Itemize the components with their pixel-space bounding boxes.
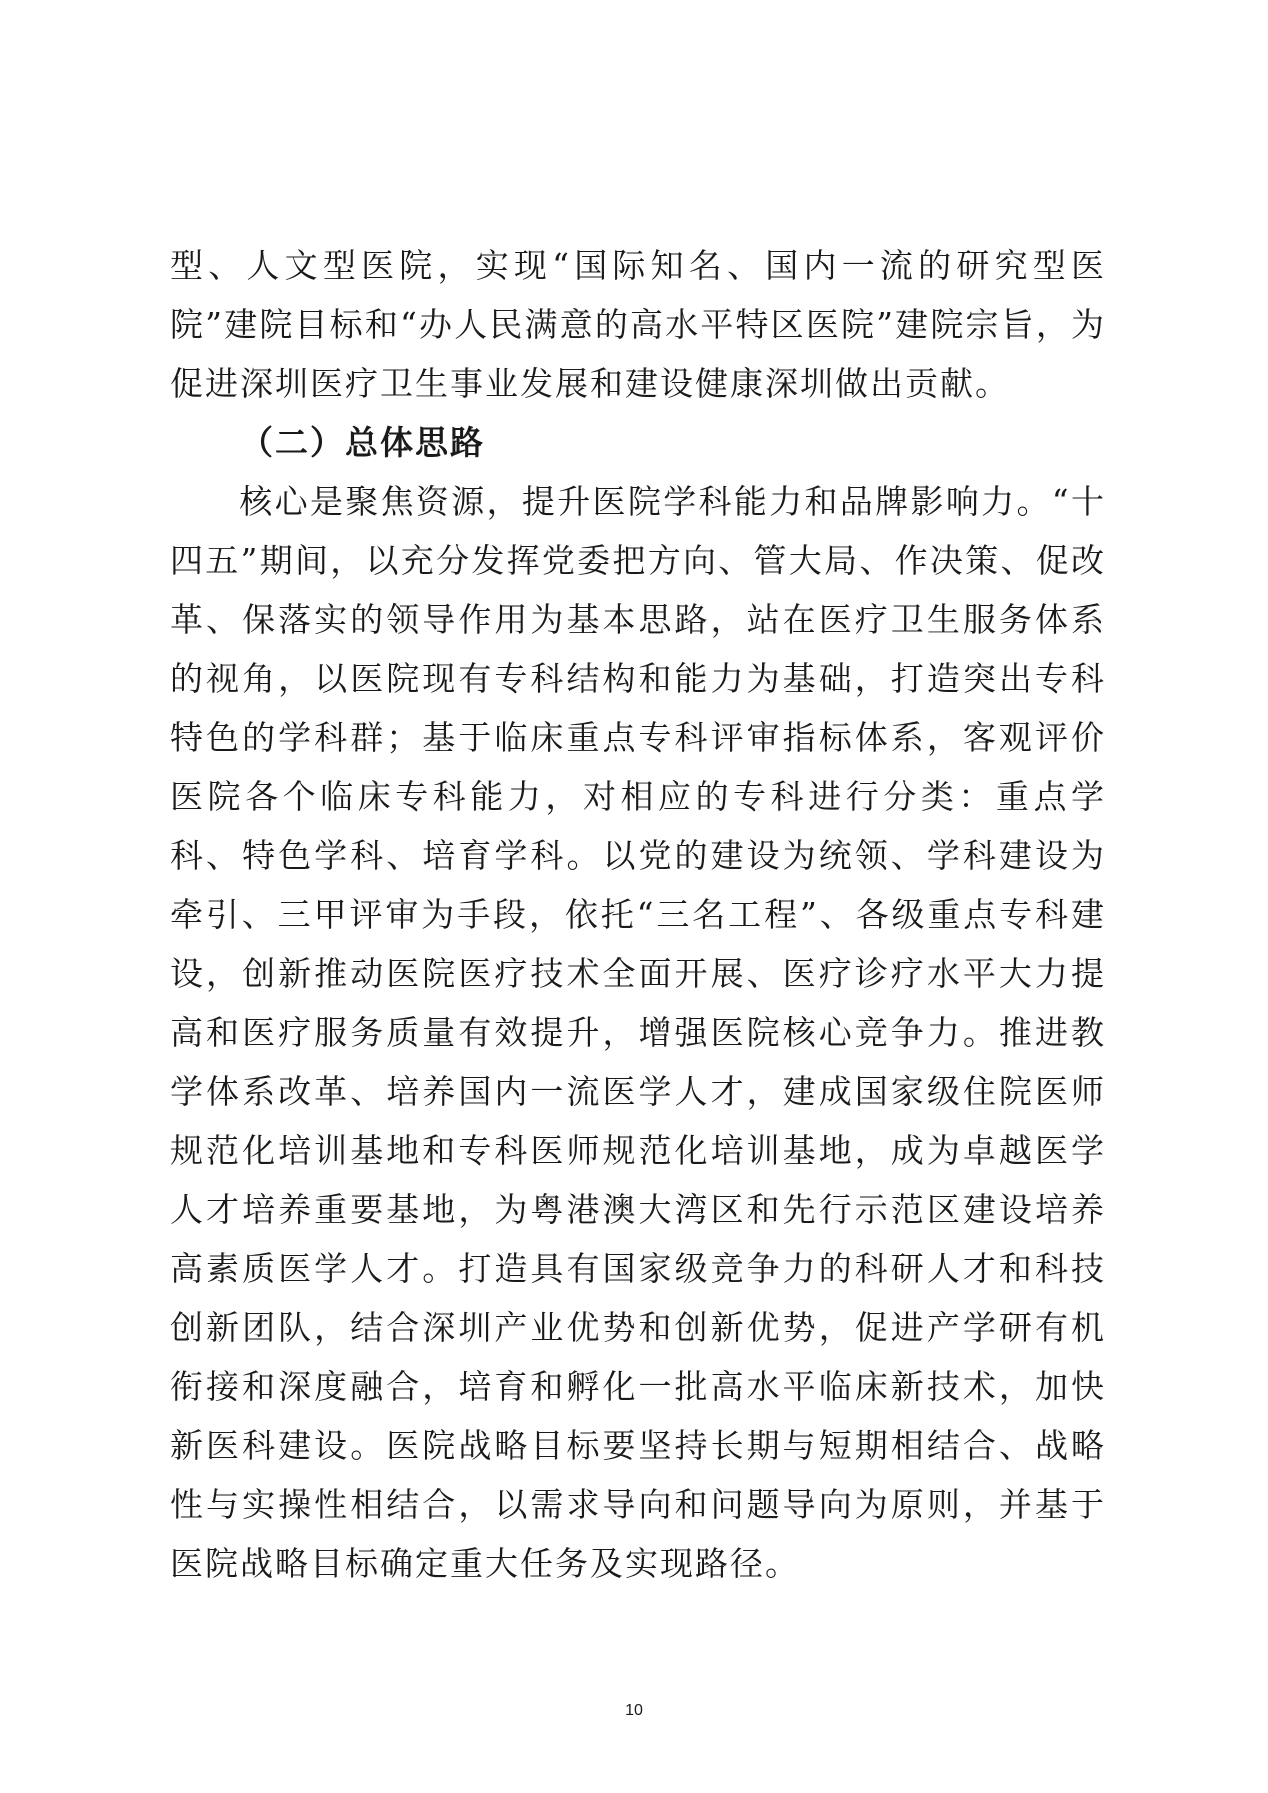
intro-paragraph: 型、人文型医院，实现“国际知名、国内一流的研究型医院”建院目标和“办人民满意的高水平特区医院”建院宗旨，为促进深圳医疗卫生事业发展和建设健康深圳做出贡献。 bbox=[170, 246, 1106, 403]
page-content bbox=[170, 236, 1106, 1593]
body-paragraph: 核心是聚焦资源，提升医院学科能力和品牌影响力。“十四五”期间，以充分发挥党委把方向、管大局、作决策、促改革、保落实的领导作用为基本思路，站在医疗卫生服务体系的视角，以医院现有专科结构和能力为基础，打造突出专科特色的学科群；基于临床重点专科评审指标体系，客观评价医院各个临床专科能力，对相应的专科进行分类：重点学科、特色学科、培育学科。以党的建设为统领、学科建设为牵引、三甲评审为手段，依托“三名工程”、各级重点专科建设，创新推动医院医疗技术全面开展、医疗诊疗水平大力提高和医疗服务质量有效提升，增强医院核心竞争力。推进教学体系改革、培养国内一流医学人才，建成国家级住院医师规范化培训基地和专科医师规范化培训基地，成为卓越医学人才培养重要基地，为粤港澳大湾区和先行示范区建设培养高素质医学人才。打造具有国家级竞争力的科研人才和科技创新团队，结合深圳产业优势和创新优势，促进产学研有机衔接和深度融合，培育和孵化一批高水平临床新技术，加快新医科建设。医院战略目标要坚持长期与短期相结合、战略性与实操性相结合，以需求导向和问题导向为原则，并基于医院战略目标确定重大任务及实现路径。 bbox=[170, 482, 1106, 1583]
section-heading: （二）总体思路 bbox=[240, 423, 485, 462]
page-number: 10 bbox=[625, 1702, 643, 1719]
